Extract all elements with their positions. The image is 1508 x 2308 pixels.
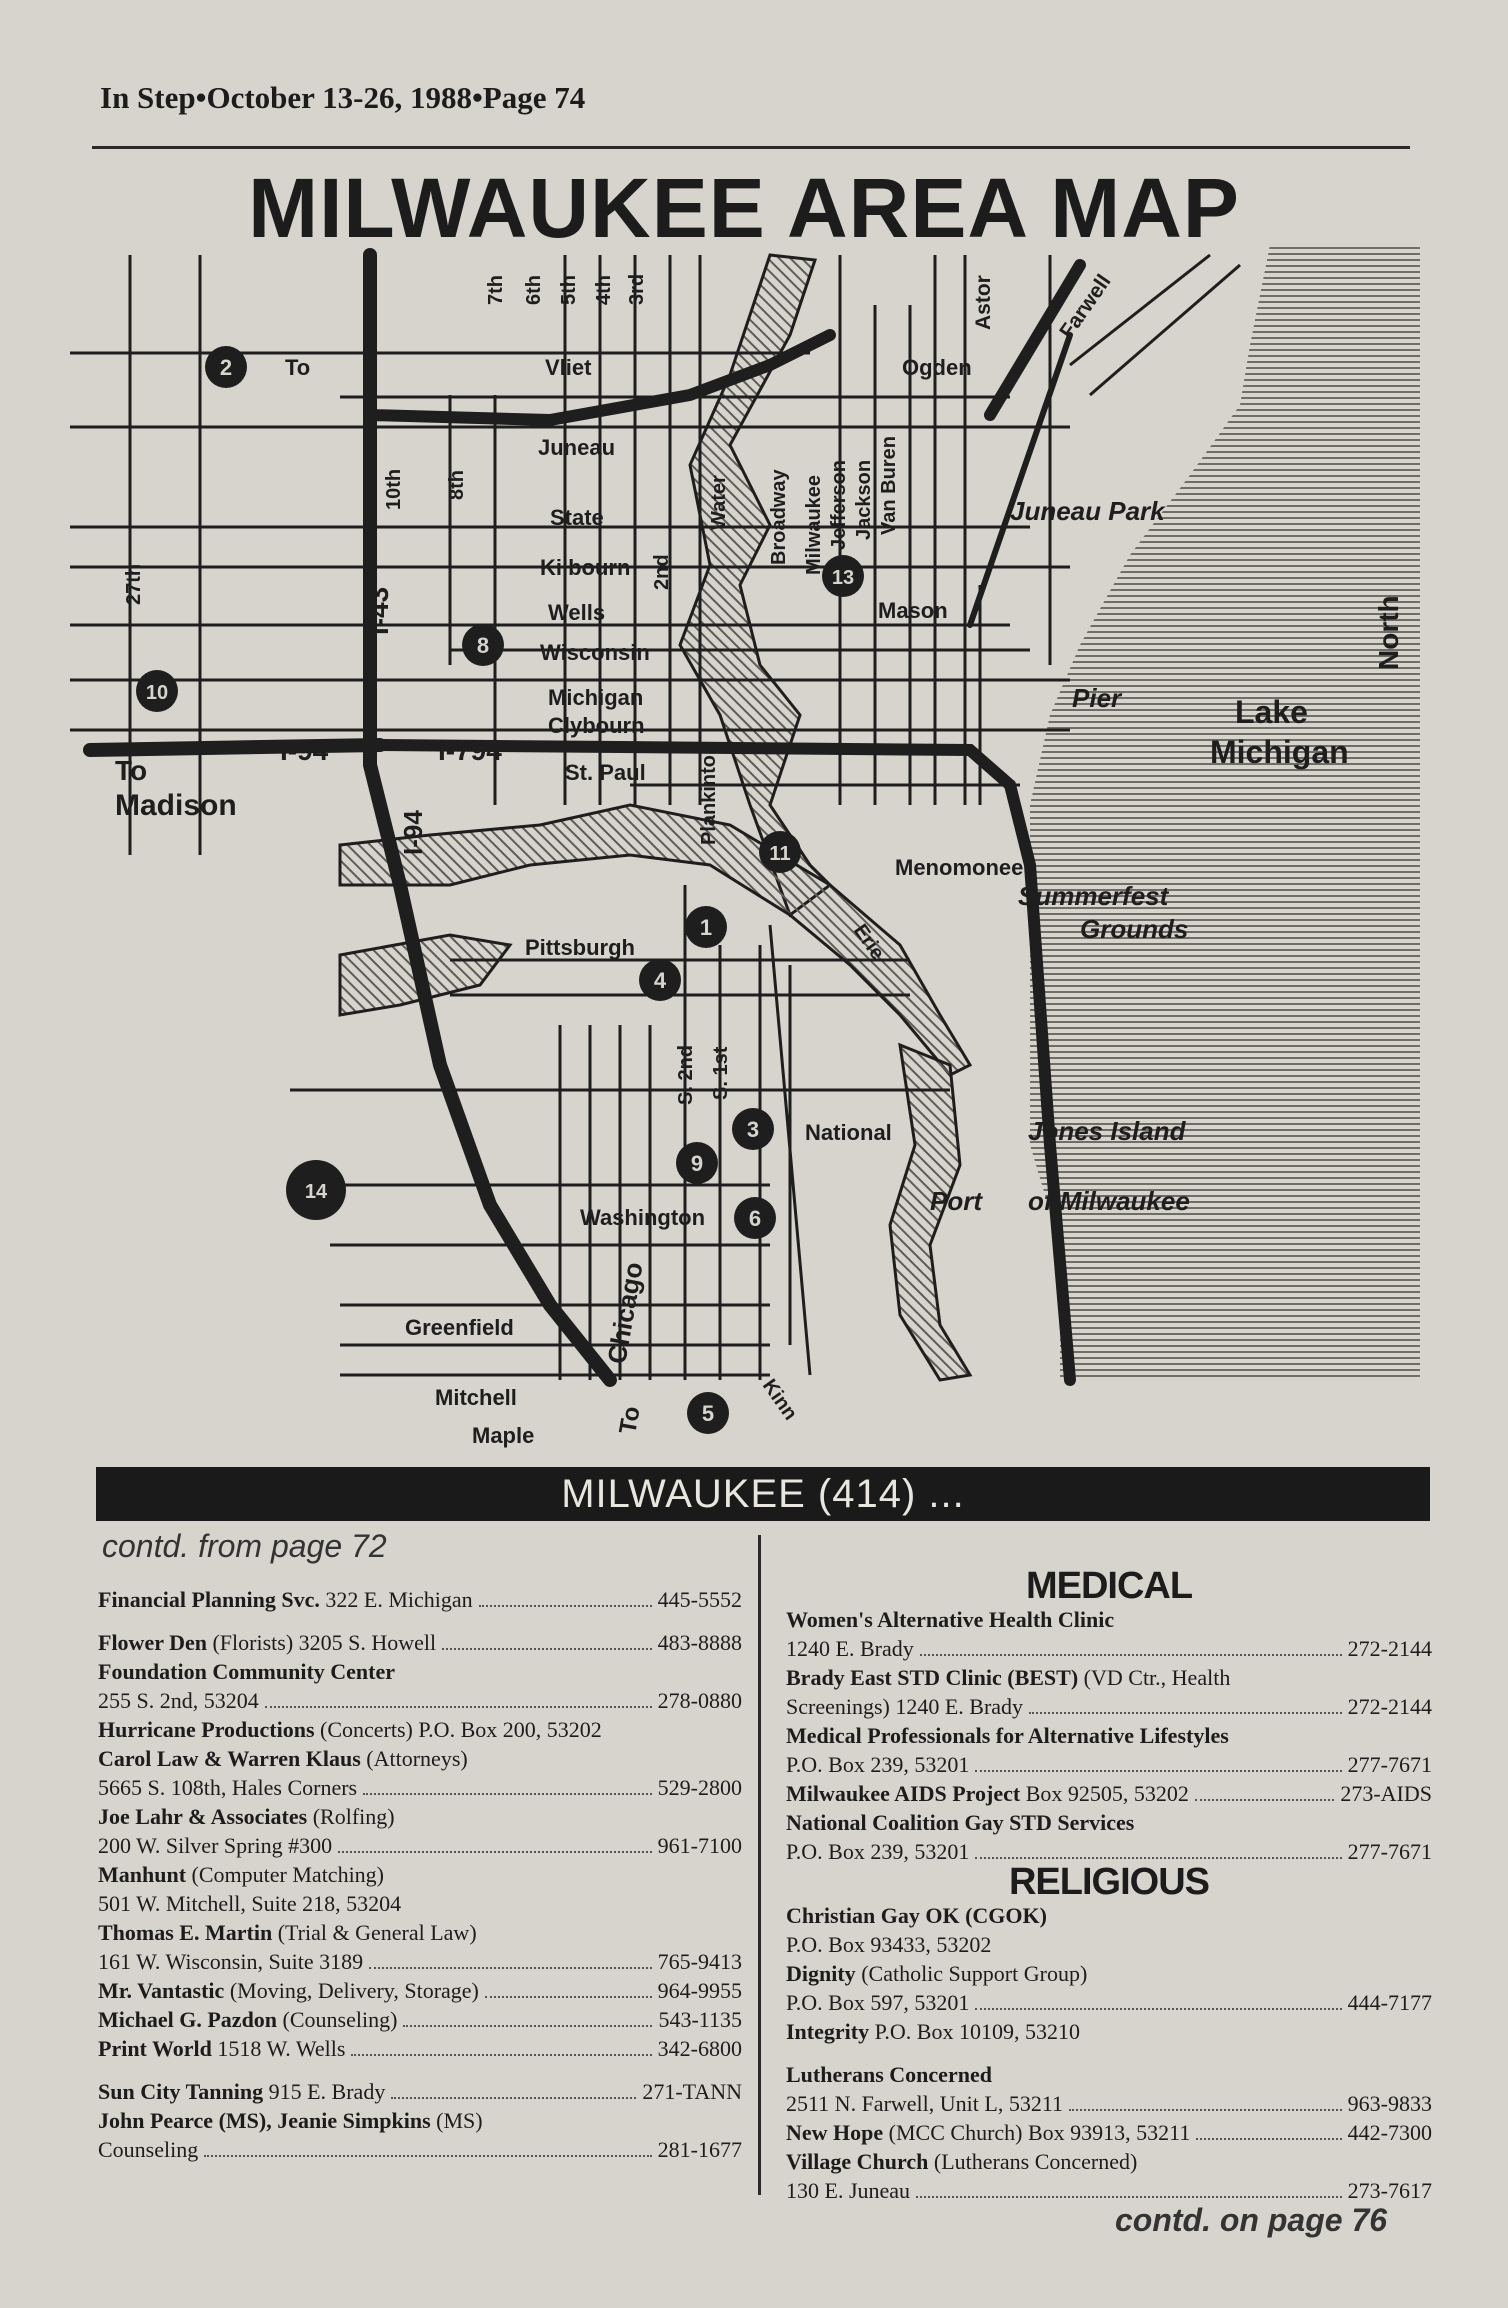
continued-from: contd. from page 72 bbox=[102, 1528, 387, 1564]
listing-name: Women's Alternative Health Clinic bbox=[786, 1607, 1115, 1632]
highway-i43-label: I-43 bbox=[363, 586, 394, 635]
listing-detail: 1518 W. Wells bbox=[217, 2036, 346, 2061]
listing-text bbox=[98, 1585, 473, 1614]
dot-leader bbox=[403, 2011, 652, 2027]
dot-leader bbox=[975, 1756, 1341, 1772]
listing-detail: (MS) bbox=[436, 2108, 483, 2133]
listing-row bbox=[786, 1901, 1432, 1930]
listing-name: Foundation Community Center bbox=[98, 1659, 396, 1684]
listing-row bbox=[98, 1889, 742, 1918]
listing-row bbox=[786, 2147, 1432, 2176]
listing-text bbox=[98, 2135, 198, 2164]
listing-name: Integrity bbox=[786, 2019, 870, 2044]
listing-phone: 273-AIDS bbox=[1340, 1781, 1432, 1806]
listing-text bbox=[786, 1721, 1229, 1750]
listing-text bbox=[98, 1686, 259, 1715]
listing-detail: 130 E. Juneau bbox=[786, 2178, 911, 2203]
dot-leader bbox=[1195, 1785, 1334, 1801]
listing-detail: (Florists) 3205 S. Howell bbox=[212, 1630, 437, 1655]
listing-row bbox=[786, 2089, 1432, 2118]
listing-phone: 278-0880 bbox=[657, 1688, 742, 1713]
place-michigan: Michigan bbox=[1210, 734, 1349, 770]
street-kinn: Kinn bbox=[757, 1375, 802, 1425]
listing-phone: 961-7100 bbox=[657, 1833, 742, 1858]
column-divider bbox=[758, 1535, 761, 2195]
place-jones-island: Jones Island bbox=[1028, 1116, 1186, 1146]
listing-name: Dignity bbox=[786, 1961, 856, 1986]
medical-heading: MEDICAL bbox=[1025, 1565, 1193, 1607]
place-lake: Lake bbox=[1235, 694, 1308, 730]
listing-name: Flower Den bbox=[98, 1630, 207, 1655]
highway-i794-label: I-794 bbox=[438, 735, 502, 766]
street-3rd: 3rd bbox=[626, 273, 648, 305]
listing-detail: 501 W. Mitchell, Suite 218, 53204 bbox=[98, 1891, 402, 1916]
listing-name: Christian Gay OK (CGOK) bbox=[786, 1903, 1047, 1928]
listing-row bbox=[786, 1750, 1432, 1779]
street-juneau: Juneau bbox=[538, 435, 616, 460]
street-6th: 6th bbox=[523, 275, 545, 305]
dot-leader bbox=[479, 1591, 652, 1607]
listing-text bbox=[786, 2118, 1190, 2147]
listing-row bbox=[786, 2176, 1432, 2205]
place-madison: Madison bbox=[115, 789, 237, 822]
listing-detail: (Counseling) bbox=[282, 2007, 398, 2032]
listing-row bbox=[98, 2106, 742, 2135]
listing-name: Hurricane Productions bbox=[98, 1717, 315, 1742]
street-10th: 10th bbox=[383, 468, 405, 510]
street-maple: Maple bbox=[472, 1423, 535, 1448]
dot-leader bbox=[265, 1692, 652, 1708]
listing-detail: P.O. Box 239, 53201 bbox=[786, 1752, 970, 1777]
street-to-south: To bbox=[614, 1404, 646, 1437]
listing-row bbox=[98, 1947, 742, 1976]
dot-leader bbox=[916, 2182, 1342, 2198]
street-wisconsin: Wisconsin bbox=[540, 640, 650, 665]
place-pier: Pier bbox=[1072, 683, 1122, 713]
listing-name: Print World bbox=[98, 2036, 212, 2061]
listing-name: Lutherans Concerned bbox=[786, 2062, 992, 2087]
street-7th: 7th bbox=[485, 275, 507, 305]
place-juneau-park: Juneau Park bbox=[1010, 496, 1165, 526]
listing-name: Brady East STD Clinic (BEST) bbox=[786, 1665, 1079, 1690]
listing-text bbox=[98, 2106, 483, 2135]
listing-row bbox=[98, 1831, 742, 1860]
listing-row bbox=[98, 1918, 742, 1947]
listing-name: Sun City Tanning bbox=[98, 2079, 264, 2104]
listing-text bbox=[786, 1692, 1023, 1721]
street-national: National bbox=[805, 1120, 892, 1145]
highway-i94-south-label: I-94 bbox=[398, 810, 428, 855]
listing-phone: 483-8888 bbox=[657, 1630, 742, 1655]
listing-row bbox=[786, 1779, 1432, 1808]
listing-name: Michael G. Pazdon bbox=[98, 2007, 278, 2032]
listing-name: Manhunt bbox=[98, 1862, 187, 1887]
listing-phone: 281-1677 bbox=[657, 2137, 742, 2162]
listing-phone: 271-TANN bbox=[642, 2079, 742, 2104]
street-5th: 5th bbox=[558, 275, 580, 305]
map-marker-label: 4 bbox=[653, 968, 667, 993]
listing-row bbox=[98, 2005, 742, 2034]
listing-phone: 963-9833 bbox=[1347, 2091, 1432, 2116]
listing-phone: 277-7671 bbox=[1347, 1752, 1432, 1777]
dot-leader bbox=[338, 1837, 652, 1853]
street-menomonee: Menomonee bbox=[895, 855, 1024, 880]
listing-phone: 444-7177 bbox=[1347, 1990, 1432, 2015]
listing-text bbox=[786, 1808, 1134, 1837]
listing-phone: 543-1135 bbox=[658, 2007, 742, 2032]
listing-row bbox=[786, 2118, 1432, 2147]
listing-row bbox=[786, 1605, 1432, 1634]
listing-text bbox=[786, 2017, 1080, 2046]
listing-phone: 445-5552 bbox=[657, 1587, 742, 1612]
map-marker-label: 2 bbox=[219, 355, 233, 380]
place-port: Port bbox=[930, 1186, 982, 1216]
listing-name: John Pearce (MS), Jeanie Simpkins bbox=[98, 2108, 431, 2133]
place-to-madison-arrow: To bbox=[115, 755, 148, 786]
listing-text bbox=[786, 2060, 992, 2089]
listing-text bbox=[98, 1831, 332, 1860]
listing-row bbox=[786, 1959, 1432, 1988]
listing-text bbox=[786, 1605, 1114, 1634]
street-wells: Wells bbox=[548, 600, 606, 625]
listing-text bbox=[98, 1715, 602, 1744]
street-mason: Mason bbox=[878, 598, 948, 623]
listing-row bbox=[98, 2077, 742, 2106]
listing-detail: (VD Ctr., Health bbox=[1083, 1665, 1231, 1690]
listing-name: Thomas E. Martin bbox=[98, 1920, 273, 1945]
street-2nd: 2nd bbox=[651, 554, 673, 590]
listing-row bbox=[98, 2034, 742, 2063]
listing-name: Medical Professionals for Alternative Lifestyles bbox=[786, 1723, 1229, 1748]
listing-detail: (Rolfing) bbox=[312, 1804, 395, 1829]
listing-detail: 1240 E. Brady bbox=[786, 1636, 914, 1661]
listing-text bbox=[786, 1750, 969, 1779]
place-summerfest: Summerfest bbox=[1018, 881, 1169, 911]
listing-detail: (Lutherans Concerned) bbox=[933, 2149, 1138, 2174]
listing-detail: (MCC Church) Box 93913, 53211 bbox=[888, 2120, 1191, 2145]
street-erie: Erie bbox=[848, 920, 889, 964]
continued-on: contd. on page 76 bbox=[1115, 2202, 1388, 2238]
listing-row bbox=[786, 1988, 1432, 2017]
map-marker-label: 8 bbox=[476, 633, 490, 658]
listing-text bbox=[786, 1959, 1087, 1988]
street-s-1st: S. 1st bbox=[710, 1046, 732, 1100]
dot-leader bbox=[1029, 1698, 1342, 1714]
listing-text bbox=[98, 1947, 363, 1976]
listing-phone: 273-7617 bbox=[1347, 2178, 1432, 2203]
street-pittsburgh: Pittsburgh bbox=[525, 935, 635, 960]
street-kilbourn: Kilbourn bbox=[540, 555, 631, 580]
map-marker-label: 1 bbox=[699, 915, 713, 940]
listing-text bbox=[98, 1628, 436, 1657]
listing-text bbox=[786, 1634, 914, 1663]
street-27th: 27th bbox=[123, 563, 145, 605]
listing-phone: 529-2800 bbox=[657, 1775, 742, 1800]
religious-heading: RELIGIOUS bbox=[1008, 1861, 1210, 1903]
listing-phone: 765-9413 bbox=[657, 1949, 742, 1974]
map-marker-label: 11 bbox=[769, 843, 791, 865]
listing-text bbox=[786, 2147, 1137, 2176]
listing-text bbox=[786, 1779, 1189, 1808]
map-marker-label: 6 bbox=[748, 1206, 762, 1231]
street-jefferson: Jefferson bbox=[828, 459, 850, 550]
map-marker-label: 14 bbox=[304, 1181, 328, 1203]
street-water: Water bbox=[708, 475, 730, 530]
listing-row bbox=[98, 1585, 742, 1614]
listing-detail: 161 W. Wisconsin, Suite 3189 bbox=[98, 1949, 364, 1974]
street-astor: Astor bbox=[972, 275, 995, 330]
listing-row bbox=[786, 2017, 1432, 2046]
listing-detail: Screenings) 1240 E. Brady bbox=[786, 1694, 1024, 1719]
listing-row bbox=[786, 1663, 1432, 1692]
listing-detail: (Trial & General Law) bbox=[277, 1920, 477, 1945]
religious-listings bbox=[786, 1901, 1432, 2205]
street-washington: Washington bbox=[580, 1205, 706, 1230]
listing-row bbox=[98, 1773, 742, 1802]
street-vliet: Vliet bbox=[545, 355, 592, 380]
listing-text bbox=[98, 1860, 384, 1889]
street-4th: 4th bbox=[593, 275, 615, 305]
dot-leader bbox=[1196, 2124, 1341, 2140]
listing-text bbox=[786, 1901, 1047, 1930]
listing-detail: Box 92505, 53202 bbox=[1025, 1781, 1189, 1806]
place-north: North bbox=[1373, 595, 1404, 670]
listing-detail: P.O. Box 93433, 53202 bbox=[786, 1932, 992, 1957]
dot-leader bbox=[975, 1843, 1341, 1859]
listing-text bbox=[98, 1657, 395, 1686]
listing-detail: (Computer Matching) bbox=[191, 1862, 385, 1887]
masthead: In Step•October 13-26, 1988•Page 74 bbox=[100, 80, 586, 115]
highway-i94-west-label: I-94 bbox=[280, 735, 329, 766]
listing-name: Mr. Vantastic bbox=[98, 1978, 225, 2003]
listing-detail: 255 S. 2nd, 53204 bbox=[98, 1688, 259, 1713]
header-rule bbox=[92, 146, 1410, 149]
dot-leader bbox=[485, 1982, 652, 1998]
place-summerfest-grounds: Grounds bbox=[1080, 914, 1189, 944]
dot-leader bbox=[363, 1779, 652, 1795]
listing-text bbox=[98, 2005, 397, 2034]
listing-phone: 442-7300 bbox=[1347, 2120, 1432, 2145]
listing-row bbox=[98, 1628, 742, 1657]
map-marker-label: 10 bbox=[145, 682, 169, 704]
place-of-milwaukee: of Milwaukee bbox=[1028, 1186, 1190, 1216]
map-marker-label: 5 bbox=[701, 1401, 715, 1426]
spacer bbox=[786, 2046, 1432, 2060]
dot-leader bbox=[975, 1994, 1341, 2010]
listing-row bbox=[786, 1634, 1432, 1663]
listing-text bbox=[786, 1663, 1230, 1692]
street-to-west: To bbox=[285, 355, 311, 380]
listing-row bbox=[786, 1721, 1432, 1750]
spacer bbox=[98, 2063, 742, 2077]
listing-detail: 322 E. Michigan bbox=[325, 1587, 473, 1612]
listing-text bbox=[98, 2077, 385, 2106]
listing-detail: (Catholic Support Group) bbox=[861, 1961, 1088, 1986]
map-marker-label: 13 bbox=[831, 567, 855, 589]
listing-detail: (Concerts) P.O. Box 200, 53202 bbox=[320, 1717, 602, 1742]
listing-name: Milwaukee AIDS Project bbox=[786, 1781, 1021, 1806]
medical-listings bbox=[786, 1605, 1432, 1866]
listing-row bbox=[98, 1976, 742, 2005]
listing-detail: (Moving, Delivery, Storage) bbox=[229, 1978, 479, 2003]
street-michigan: Michigan bbox=[548, 685, 644, 710]
street-farwell: Farwell bbox=[1055, 270, 1116, 343]
milwaukee-area-map bbox=[70, 245, 1450, 1460]
listing-text bbox=[786, 1930, 991, 1959]
dot-leader bbox=[204, 2141, 651, 2157]
street-clybourn: Clybourn bbox=[548, 713, 645, 738]
listing-detail: 915 E. Brady bbox=[268, 2079, 386, 2104]
listing-row bbox=[786, 1930, 1432, 1959]
listing-detail: 5665 S. 108th, Hales Corners bbox=[98, 1775, 358, 1800]
dot-leader bbox=[391, 2083, 636, 2099]
street-state: State bbox=[550, 505, 604, 530]
listing-detail: (Attorneys) bbox=[366, 1746, 468, 1771]
listing-phone: 964-9955 bbox=[657, 1978, 742, 2003]
listing-text bbox=[98, 1773, 357, 1802]
map-marker-label: 3 bbox=[746, 1117, 760, 1142]
listing-row bbox=[98, 2135, 742, 2164]
listing-row bbox=[98, 1860, 742, 1889]
listing-detail: 2511 N. Farwell, Unit L, 53211 bbox=[786, 2091, 1064, 2116]
listing-row bbox=[98, 1686, 742, 1715]
spacer bbox=[98, 1614, 742, 1628]
listing-detail: P.O. Box 597, 53201 bbox=[786, 1990, 970, 2015]
listing-detail: P.O. Box 10109, 53210 bbox=[874, 2019, 1080, 2044]
listing-row bbox=[786, 1808, 1432, 1837]
listing-row bbox=[98, 1802, 742, 1831]
listing-text bbox=[98, 2034, 345, 2063]
listing-row bbox=[786, 1692, 1432, 1721]
street-milwaukee: Milwaukee bbox=[803, 474, 825, 575]
listing-name: New Hope bbox=[786, 2120, 884, 2145]
dot-leader bbox=[442, 1634, 652, 1650]
dot-leader bbox=[369, 1953, 652, 1969]
listing-phone: 272-2144 bbox=[1347, 1636, 1432, 1661]
listing-name: Joe Lahr & Associates bbox=[98, 1804, 308, 1829]
dot-leader bbox=[920, 1640, 1342, 1656]
street-broadway: Broadway bbox=[768, 469, 790, 565]
listing-text bbox=[786, 1988, 969, 2017]
street-s-2nd: S. 2nd bbox=[675, 1044, 697, 1105]
street-8th: 8th bbox=[446, 470, 468, 500]
dot-leader bbox=[351, 2040, 651, 2056]
listing-text bbox=[786, 2176, 910, 2205]
listing-text bbox=[98, 1976, 479, 2005]
listing-text bbox=[98, 1918, 477, 1947]
street-greenfield: Greenfield bbox=[405, 1315, 514, 1340]
map-title: MILWAUKEE AREA MAP bbox=[248, 161, 1240, 255]
listing-phone: 277-7671 bbox=[1347, 1839, 1432, 1864]
listing-detail: Counseling bbox=[98, 2137, 199, 2162]
listing-phone: 342-6800 bbox=[657, 2036, 742, 2061]
street-jackson: Jackson bbox=[853, 459, 875, 540]
street-plankinton: Plankinton bbox=[698, 742, 720, 845]
listing-name: Financial Planning Svc. bbox=[98, 1587, 320, 1612]
listing-name: Carol Law & Warren Klaus bbox=[98, 1746, 361, 1771]
section-banner: MILWAUKEE (414) ... bbox=[96, 1467, 1430, 1521]
listing-text bbox=[786, 1837, 969, 1866]
i94-freeway bbox=[90, 745, 380, 750]
listing-row bbox=[98, 1715, 742, 1744]
listing-detail: P.O. Box 239, 53201 bbox=[786, 1839, 970, 1864]
listing-text bbox=[98, 1744, 468, 1773]
listing-text bbox=[98, 1802, 395, 1831]
listing-phone: 272-2144 bbox=[1347, 1694, 1432, 1719]
listing-text bbox=[786, 2089, 1063, 2118]
street-van-buren: Van Buren bbox=[878, 436, 900, 535]
street-st-paul: St. Paul bbox=[565, 760, 646, 785]
listing-row bbox=[98, 1657, 742, 1686]
listing-name: National Coalition Gay STD Services bbox=[786, 1810, 1135, 1835]
street-ogden: Ogden bbox=[902, 355, 972, 380]
listing-name: Village Church bbox=[786, 2149, 929, 2174]
right-listings bbox=[786, 1565, 1432, 2205]
listing-row bbox=[786, 2060, 1432, 2089]
map-marker-label: 9 bbox=[690, 1151, 704, 1176]
listing-detail: 200 W. Silver Spring #300 bbox=[98, 1833, 333, 1858]
street-mitchell: Mitchell bbox=[435, 1385, 517, 1410]
street-chicago: Chicago bbox=[601, 1259, 649, 1367]
listing-text bbox=[98, 1889, 401, 1918]
left-listings bbox=[98, 1585, 742, 2164]
listing-row bbox=[98, 1744, 742, 1773]
dot-leader bbox=[1069, 2095, 1342, 2111]
